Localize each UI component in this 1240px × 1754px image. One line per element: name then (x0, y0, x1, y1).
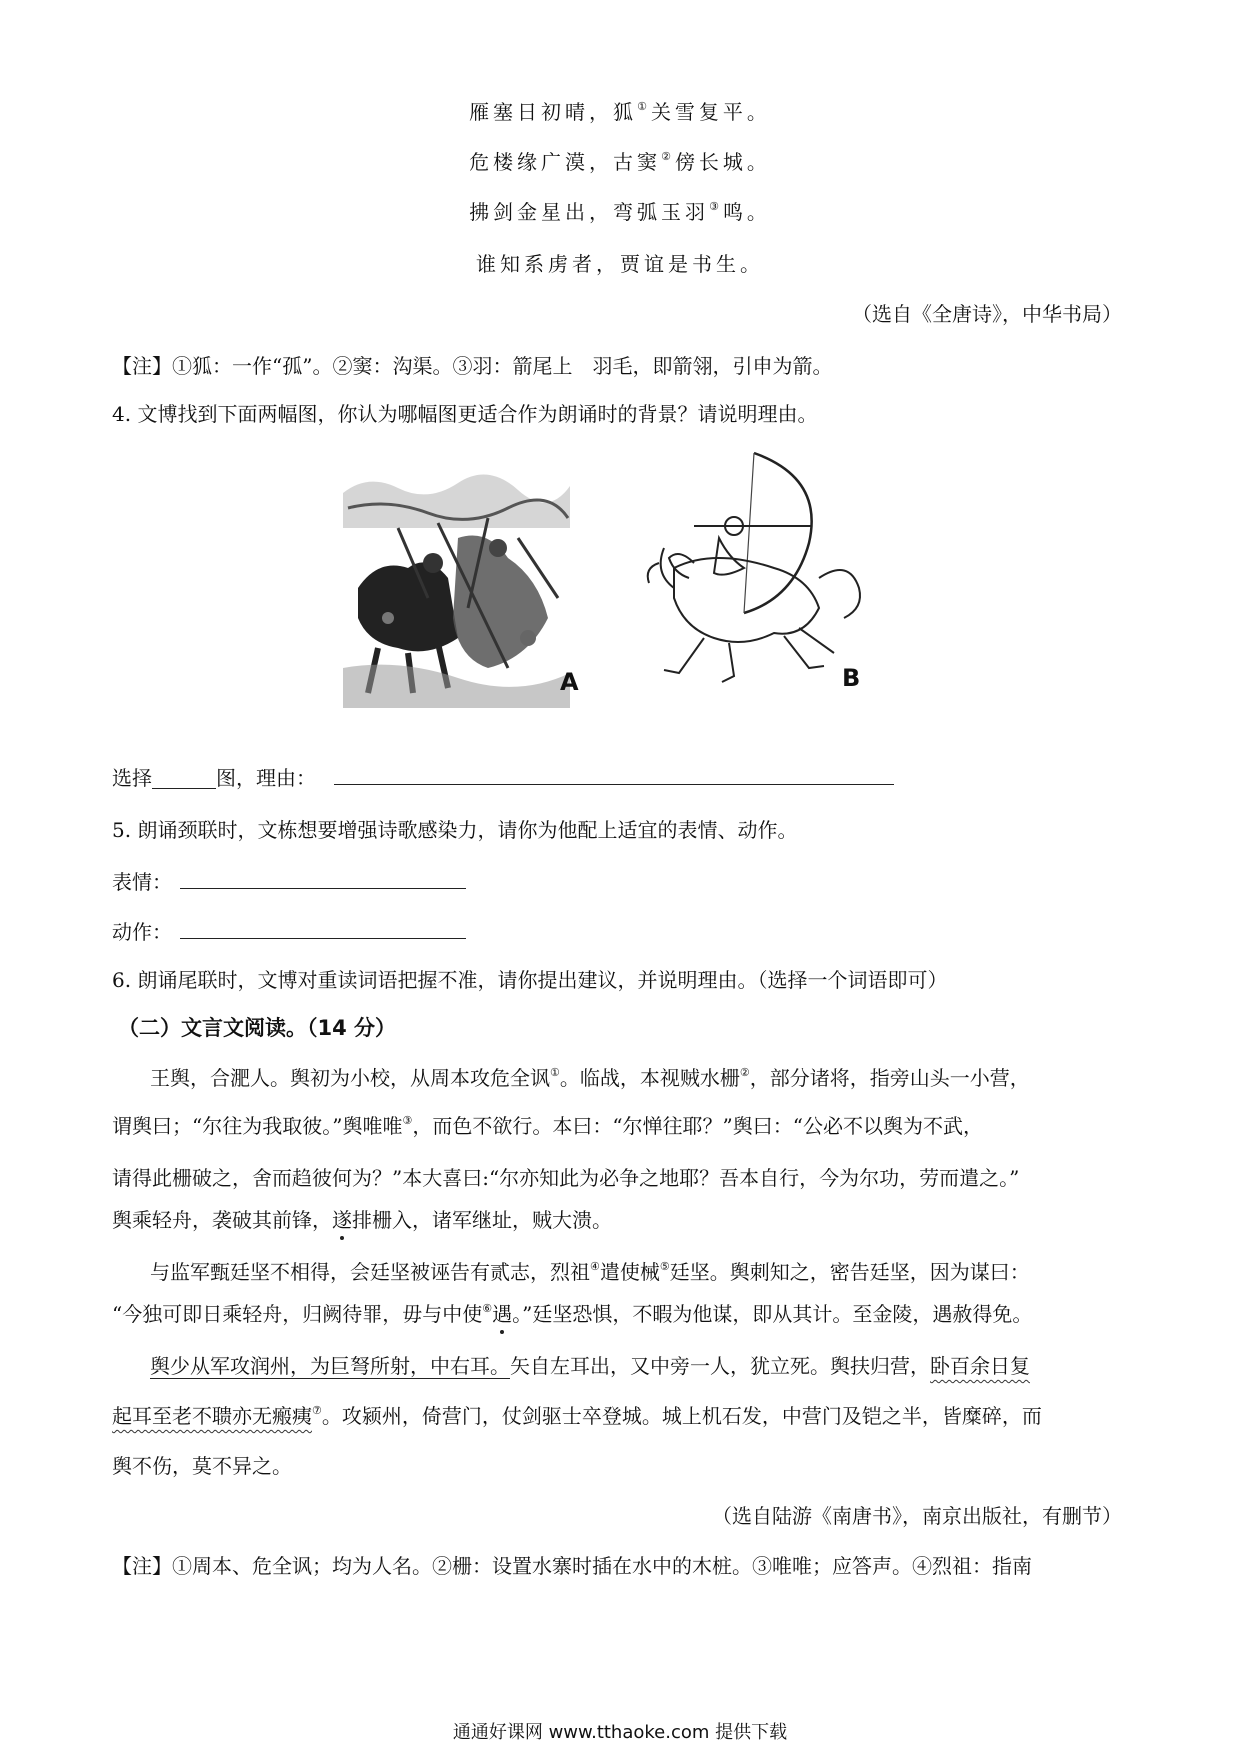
punctuation-sentence-part2: 起耳至老不聩亦无瘢痍 (112, 1404, 312, 1428)
reason-label: 图，理由： (216, 766, 316, 790)
passage-p2-line2: “今独可即日乘轻舟，归阙待罪，毋与中使⑥遇。”廷坚恐惧，不暇为他谋，即从其计。至金陵，遇赦得免。 (112, 1302, 1033, 1326)
expression-answer-line[interactable] (180, 888, 466, 889)
choose-label: 选择 (112, 766, 152, 790)
passage-p1-line2: 谓舆曰；“尔往为我取彼。”舆唯唯③，而色不欲行。本曰：“尔惮往耶？”舆曰：“公必不以舆为不武， (112, 1114, 984, 1138)
question-4: 4. 文博找到下面两幅图，你认为哪幅图更适合作为朗诵时的背景？请说明理由。 (112, 402, 818, 426)
passage-p1-line3: 请得此栅破之，舍而趋彼何为？”本大喜曰:“尔亦知此为必争之地耶？吾本自行，今为尔功，劳而遣之。” (112, 1166, 1020, 1190)
reason-answer-line[interactable] (334, 784, 894, 785)
question-6: 6. 朗诵尾联时，文博对重读词语把握不准，请你提出建议，并说明理由。（选择一个词语即可） (112, 968, 948, 992)
battle-scene-image-a (338, 468, 574, 708)
passage-p3-line3: 舆不伤，莫不异之。 (112, 1454, 292, 1478)
poem-source: （选自《全唐诗》，中华书局） (852, 302, 1122, 326)
image-b-label: B (842, 664, 861, 692)
emphasis-word-sui: 遂 (332, 1208, 352, 1232)
passage-p3-line1: 舆少从军攻润州，为巨弩所射，中右耳。矢自左耳出，又中旁一人，犹立死。舆扶归营，卧百余日复 (150, 1354, 1030, 1378)
poem-line-3: 拂剑金星出，弯弧玉羽③鸣。 (469, 200, 771, 224)
passage-note: 【注】①周本、危全讽；均为人名。②栅：设置水寨时插在水中的木桩。③唯唯；应答声。④烈祖：指南 (112, 1554, 1032, 1578)
choice-blank[interactable] (152, 768, 216, 789)
poem-line-4: 谁知系虏者，贾谊是书生。 (476, 252, 764, 276)
action-label: 动作： (112, 920, 172, 944)
passage-source: （选自陆游《南唐书》，南京出版社，有删节） (712, 1504, 1122, 1528)
section-2-title: （二）文言文阅读。（14 分） (118, 1016, 397, 1040)
question-5: 5. 朗诵颈联时，文栋想要增强诗歌感染力，请你为他配上适宜的表情、动作。 (112, 818, 798, 842)
action-answer-line[interactable] (180, 938, 466, 939)
poem-line-1: 雁塞日初晴，狐①关雪复平。 (469, 100, 771, 124)
passage-p2-line1: 与监军甄廷坚不相得，会廷坚被诬告有贰志，烈祖④遣使械⑤廷坚。舆刺知之，密告廷坚，因为谋曰： (150, 1260, 1030, 1284)
passage-p1-line4: 舆乘轻舟，袭破其前锋，遂排栅入，诸军继址，贼大溃。 (112, 1208, 612, 1232)
page-footer: 通通好课网 www.tthaoke.com 提供下载 (452, 1722, 788, 1743)
passage-p3-line2: 起耳至老不聩亦无瘢痍⑦。攻颍州，倚营门，仗剑驱士卒登城。城上机石发，中营门及铠之半，皆糜碎，而 (112, 1404, 1042, 1428)
translation-sentence: 舆少从军攻润州，为巨弩所射，中右耳。 (150, 1354, 510, 1378)
question-4-answer-row (112, 762, 1124, 791)
image-a-label: A (560, 668, 579, 696)
archer-on-horse-image-b (634, 448, 870, 688)
punctuation-sentence-part1: 卧百余日复 (930, 1354, 1030, 1378)
emphasis-word-yu: 遇 (492, 1302, 513, 1326)
passage-p1-line1: 王舆，合淝人。舆初为小校，从周本攻危全讽①。临战，本视贼水栅②，部分诸将，指旁山头一小营， (150, 1066, 1030, 1090)
poem-note: 【注】①狐：一作“孤”。②窦：沟渠。③羽：箭尾上 羽毛，即箭翎，引申为箭。 (112, 354, 833, 378)
expression-label: 表情： (112, 870, 172, 894)
poem-line-2: 危楼缘广漠，古窦②傍长城。 (469, 150, 771, 174)
